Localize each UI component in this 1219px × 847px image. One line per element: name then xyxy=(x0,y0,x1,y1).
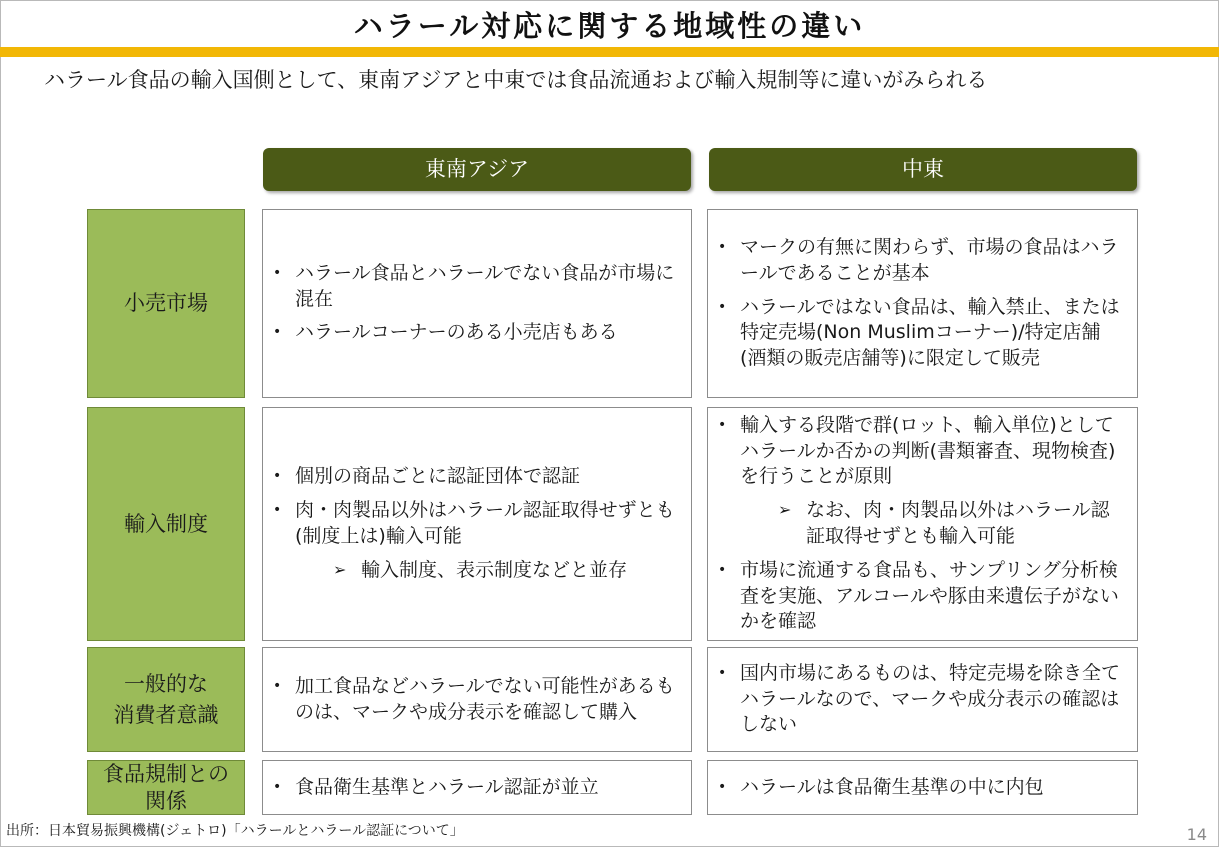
row-label-line: 消費者意識 xyxy=(113,702,219,727)
row-label-consumer-awareness xyxy=(87,647,245,752)
title-accent-bar xyxy=(0,47,1219,57)
bullet-item: • 国内市場にあるものは、特定売場を除き全てハラールなので、マークや成分表示の確認はしない xyxy=(718,661,1123,738)
bullet-item: • ハラール食品とハラールでない食品が市場に混在 xyxy=(273,261,677,313)
cell-consumer-middle-east xyxy=(707,647,1138,752)
bullet-dot-icon: • xyxy=(273,468,282,485)
cell-import-middle-east xyxy=(707,407,1138,641)
row-label-food-regulation xyxy=(87,760,245,815)
bullet-dot-icon: • xyxy=(718,238,727,255)
bullet-item: • ハラールコーナーのある小売店もある xyxy=(273,320,677,346)
row-label-line: 一般的な xyxy=(124,672,208,697)
bullet-item: • 肉・肉製品以外はハラール認証取得せずとも(制度上は)輸入可能 xyxy=(273,498,677,550)
bullet-item: • 加工食品などハラールでない可能性があるものは、マークや成分表示を確認して購入 xyxy=(273,674,677,726)
bullet-dot-icon: • xyxy=(273,502,282,519)
bullet-item: • 市場に流通する食品も、サンプリング分析検査を実施、アルコールや豚由来遺伝子がないかを確認 xyxy=(718,558,1123,635)
row-label-retail-market xyxy=(87,209,245,398)
bullet-item: • 輸入する段階で群(ロット、輸入単位)としてハラールか否かの判断(書類審査、現物検査)を行うことが原則 xyxy=(718,413,1123,490)
bullet-dot-icon: • xyxy=(718,416,727,433)
bullet-dot-icon: • xyxy=(718,664,727,681)
bullet-dot-icon: • xyxy=(273,264,282,281)
bullet-dot-icon: • xyxy=(718,298,727,315)
bullet-item: • 食品衛生基準とハラール認証が並立 xyxy=(273,775,677,801)
page-number: 14 xyxy=(1186,825,1207,844)
column-header-southeast-asia: 東南アジア xyxy=(263,148,691,191)
arrow-bullet-icon: ➢ xyxy=(333,559,347,579)
bullet-dot-icon: • xyxy=(273,677,282,694)
cell-retail-southeast-asia xyxy=(262,209,692,398)
row-label-line: 輸入制度 xyxy=(124,511,208,536)
row-label-line: 関係 xyxy=(145,788,187,813)
cell-consumer-southeast-asia xyxy=(262,647,692,752)
bullet-item: • ハラールではない食品は、輸入禁止、または特定売場(Non Muslimコーナー)/特定店舗(酒類の販売店舗等)に限定して販売 xyxy=(718,295,1123,372)
row-label-line: 食品規制との xyxy=(103,762,229,787)
cell-regulation-southeast-asia xyxy=(262,760,692,815)
cell-import-southeast-asia xyxy=(262,407,692,641)
slide-subtitle: ハラール食品の輸入国側として、東南アジアと中東では食品流通および輸入規制等に違いがみられる xyxy=(44,68,988,92)
sub-bullet-item: ➢ 輸入制度、表示制度などと並存 xyxy=(333,558,677,584)
bullet-item: • 個別の商品ごとに認証団体で認証 xyxy=(273,464,677,490)
bullet-dot-icon: • xyxy=(718,778,727,795)
bullet-dot-icon: • xyxy=(273,778,282,795)
arrow-bullet-icon: ➢ xyxy=(778,500,792,520)
slide-title: ハラール対応に関する地域性の違い xyxy=(353,9,866,43)
source-note: 出所：日本貿易振興機構(ジェトロ)「ハラールとハラール認証について」 xyxy=(6,823,464,839)
bullet-item: • ハラールは食品衛生基準の中に内包 xyxy=(718,775,1123,801)
bullet-dot-icon: • xyxy=(718,561,727,578)
row-label-line: 小売市場 xyxy=(124,291,208,316)
column-header-middle-east: 中東 xyxy=(709,148,1137,191)
cell-regulation-middle-east xyxy=(707,760,1138,815)
row-label-import-system xyxy=(87,407,245,641)
sub-bullet-item: ➢ なお、肉・肉製品以外はハラール認証取得せずとも輸入可能 xyxy=(778,498,1123,550)
cell-retail-middle-east xyxy=(707,209,1138,398)
bullet-item: • マークの有無に関わらず、市場の食品はハラールであることが基本 xyxy=(718,235,1123,287)
bullet-dot-icon: • xyxy=(273,324,282,341)
